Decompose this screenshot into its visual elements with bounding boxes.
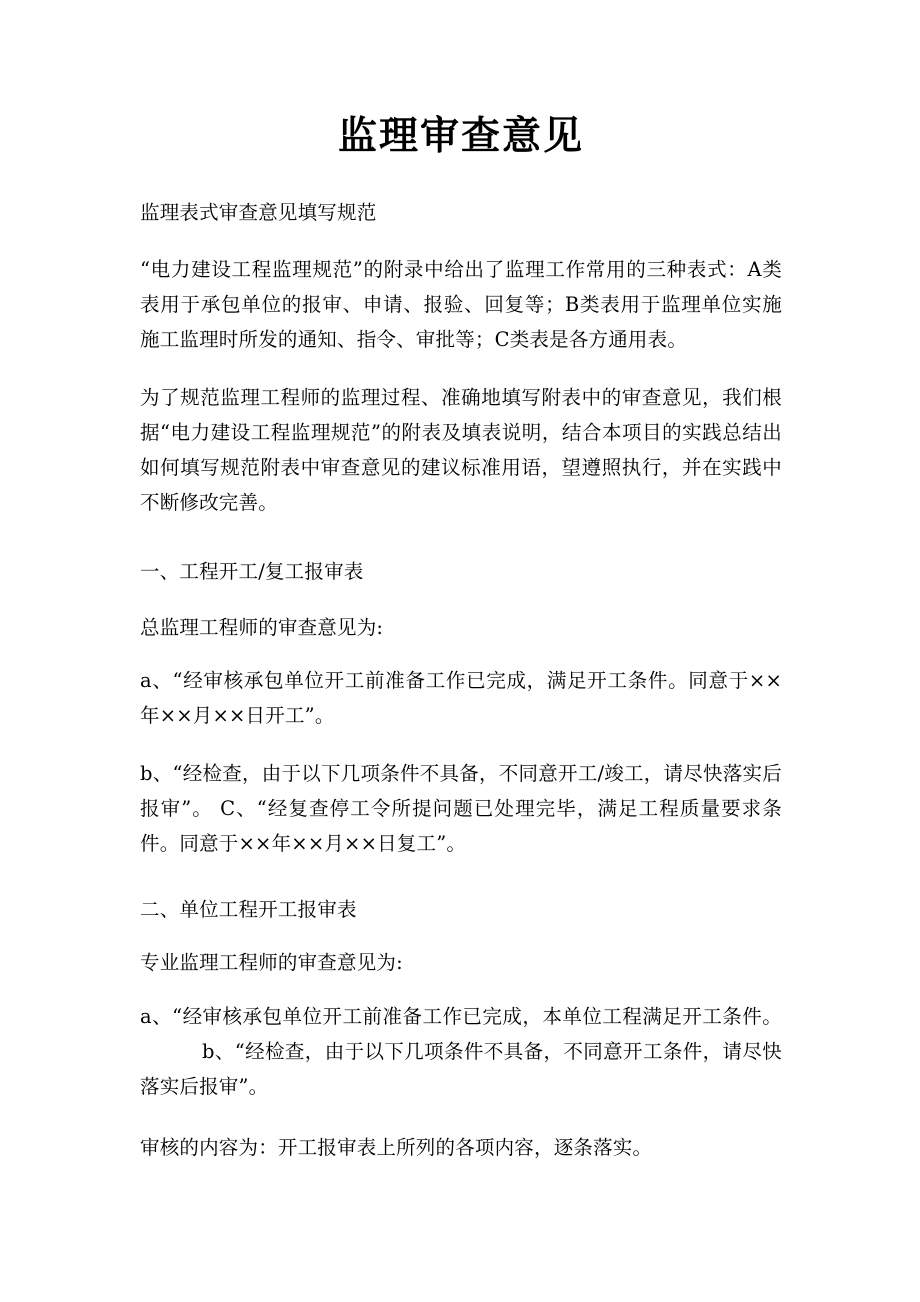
intro-paragraph-1: “电力建设工程监理规范”的附录中给出了监理工作常用的三种表式：A类表用于承包单位的报审、申请、报验、回复等；B类表用于监理单位实施施工监理时所发的通知、指令、审批等；C类表是各方通用表。 (140, 258, 782, 351)
section-2-items (140, 999, 782, 1104)
section-2-item-a: a、“经审核承包单位开工前准备工作已完成，本单位工程满足开工条件。 (140, 1005, 782, 1028)
intro-paragraph-2: 为了规范监理工程师的监理过程、准确地填写附表中的审查意见，我们根据“电力建设工程监理规范”的附表及填表说明，结合本项目的实践总结出如何填写规范附表中审查意见的建议标准用语，望遵照执行，并在实践中不断修改完善。 (140, 386, 782, 514)
document-title: 监理审查意见 (337, 113, 584, 159)
section-2-reviewer: 专业监理工程师的审查意见为: (140, 951, 403, 974)
section-1-reviewer: 总监理工程师的审查意见为: (140, 616, 384, 639)
section-2-heading: 二、单位工程开工报审表 (140, 898, 357, 921)
section-1-item-bc: b、“经检查，由于以下几项条件不具备，不同意开工/竣工，请尽快落实后报审”。 C、“经复查停工令所提问题已处理完毕，满足工程质量要求条件。同意于××年××月××日复工”。 (140, 762, 782, 855)
section-1-item-a: a、“经审核承包单位开工前准备工作已完成，满足开工条件。同意于××年××月××日开工”。 (140, 669, 782, 727)
section-1-heading: 一、工程开工/复工报审表 (140, 560, 364, 583)
section-2-item-b: b、“经检查，由于以下几项条件不具备，不同意开工条件，请尽快落实后报审”。 (140, 1040, 782, 1098)
document-subtitle: 监理表式审查意见填写规范 (140, 201, 377, 224)
section-2-review-content: 审核的内容为：开工报审表上所列的各项内容，逐条落实。 (140, 1136, 653, 1159)
